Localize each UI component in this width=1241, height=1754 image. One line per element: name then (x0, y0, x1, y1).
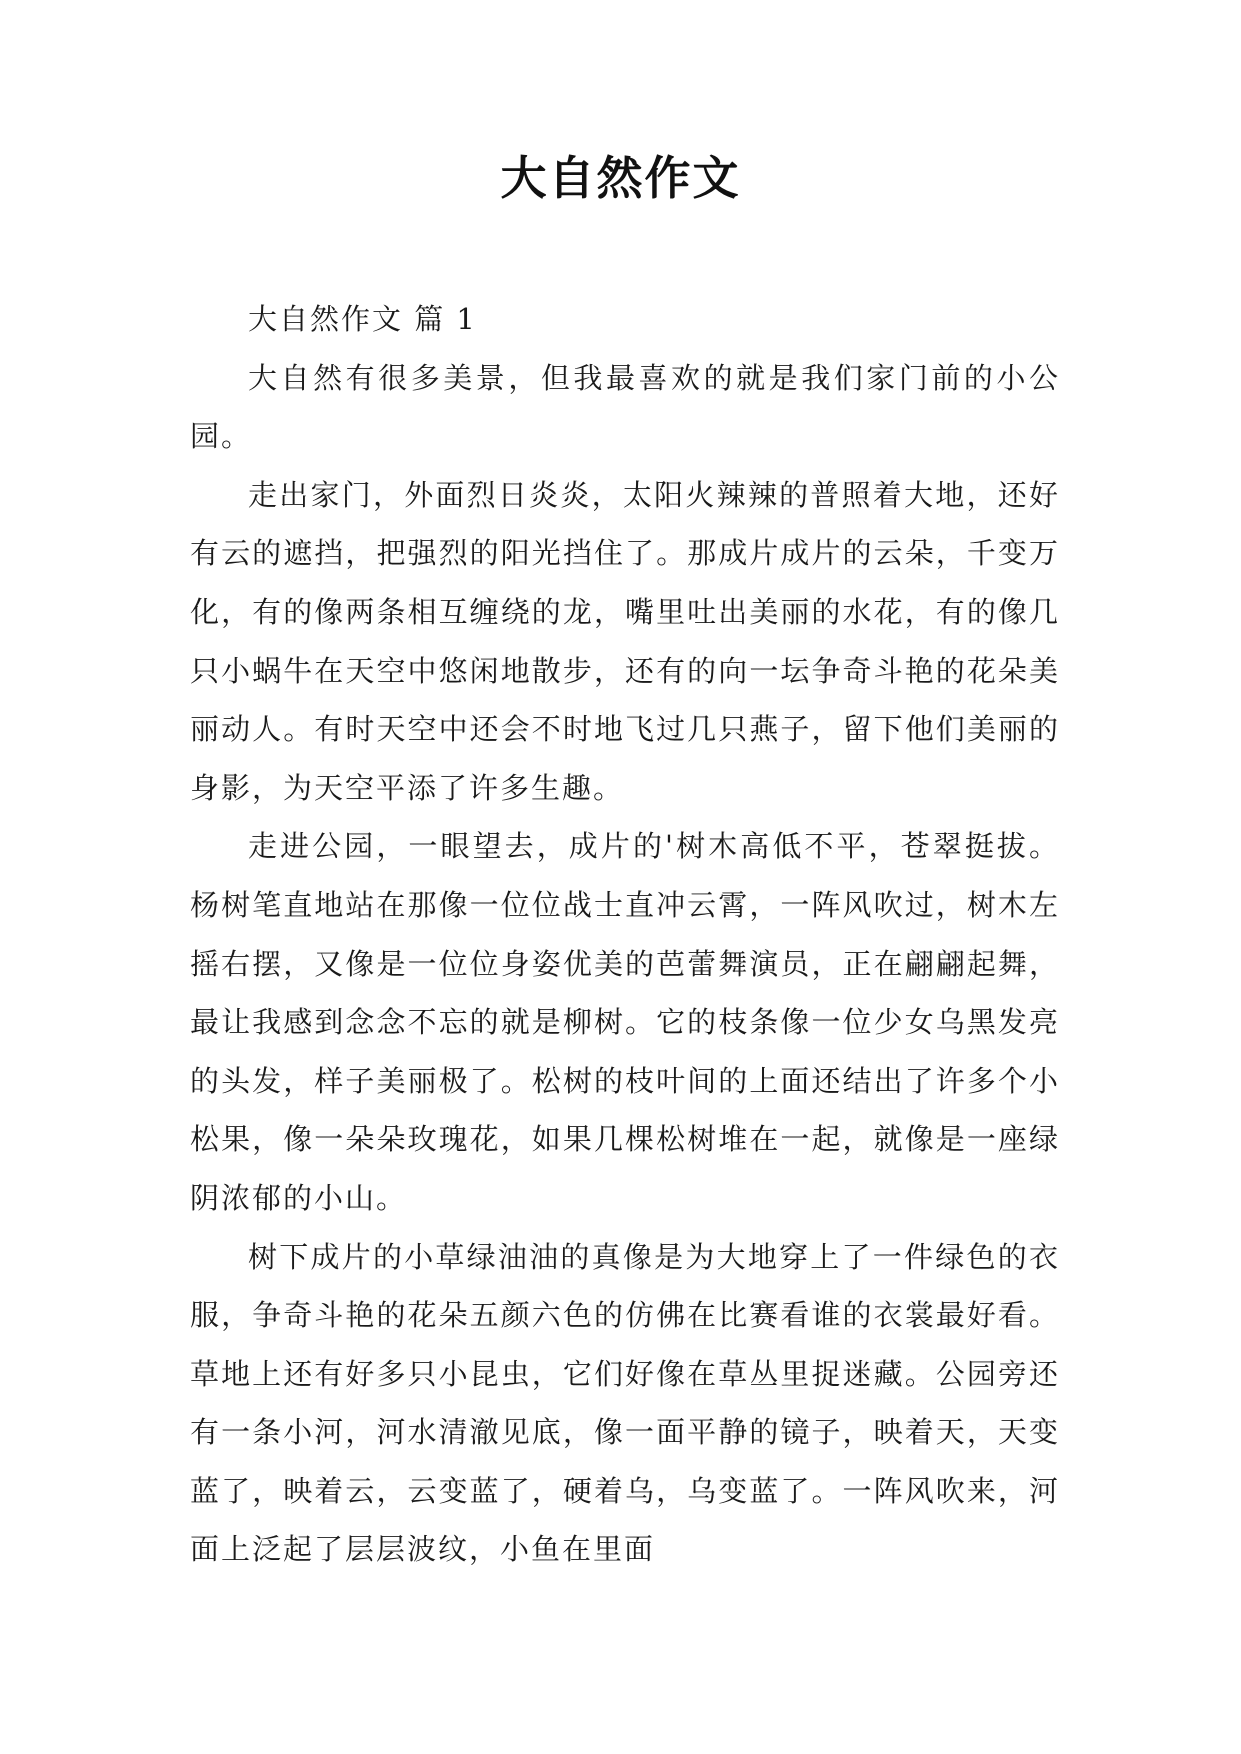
paragraph: 树下成片的小草绿油油的真像是为大地穿上了一件绿色的衣服，争奇斗艳的花朵五颜六色的仿佛在比赛看谁的衣裳最好看。草地上还有好多只小昆虫，它们好像在草丛里捉迷藏。公园旁还有一条小河，河水清澈见底，像一面平静的镜子，映着天，天变蓝了，映着云，云变蓝了，硬着乌，乌变蓝了。一阵风吹来，河面上泛起了层层波纹，小鱼在里面 (190, 1239, 1060, 1567)
document-body (190, 290, 1060, 1579)
paragraph: 走出家门，外面烈日炎炎，太阳火辣辣的普照着大地，还好有云的遮挡，把强烈的阳光挡住了。那成片成片的云朵，千变万化，有的像两条相互缠绕的龙，嘴里吐出美丽的水花，有的像几只小蜗牛在天空中悠闲地散步，还有的向一坛争奇斗艳的花朵美丽动人。有时天空中还会不时地飞过几只燕子，留下他们美丽的身影，为天空平添了许多生趣。 (190, 477, 1060, 805)
paragraph: 走进公园，一眼望去，成片的'树木高低不平，苍翠挺拔。杨树笔直地站在那像一位位战士直冲云霄，一阵风吹过，树木左摇右摆，又像是一位位身姿优美的芭蕾舞演员，正在翩翩起舞，最让我感到念念不忘的就是柳树。它的枝条像一位少女乌黑发亮的头发，样子美丽极了。松树的枝叶间的上面还结出了许多个小松果，像一朵朵玫瑰花，如果几棵松树堆在一起，就像是一座绿阴浓郁的小山。 (190, 829, 1060, 1215)
document-title: 大自然作文 (500, 151, 741, 205)
section-heading: 大自然作文 篇 1 (248, 302, 477, 336)
paragraph: 大自然有很多美景，但我最喜欢的就是我们家门前的小公园。 (190, 360, 1060, 454)
